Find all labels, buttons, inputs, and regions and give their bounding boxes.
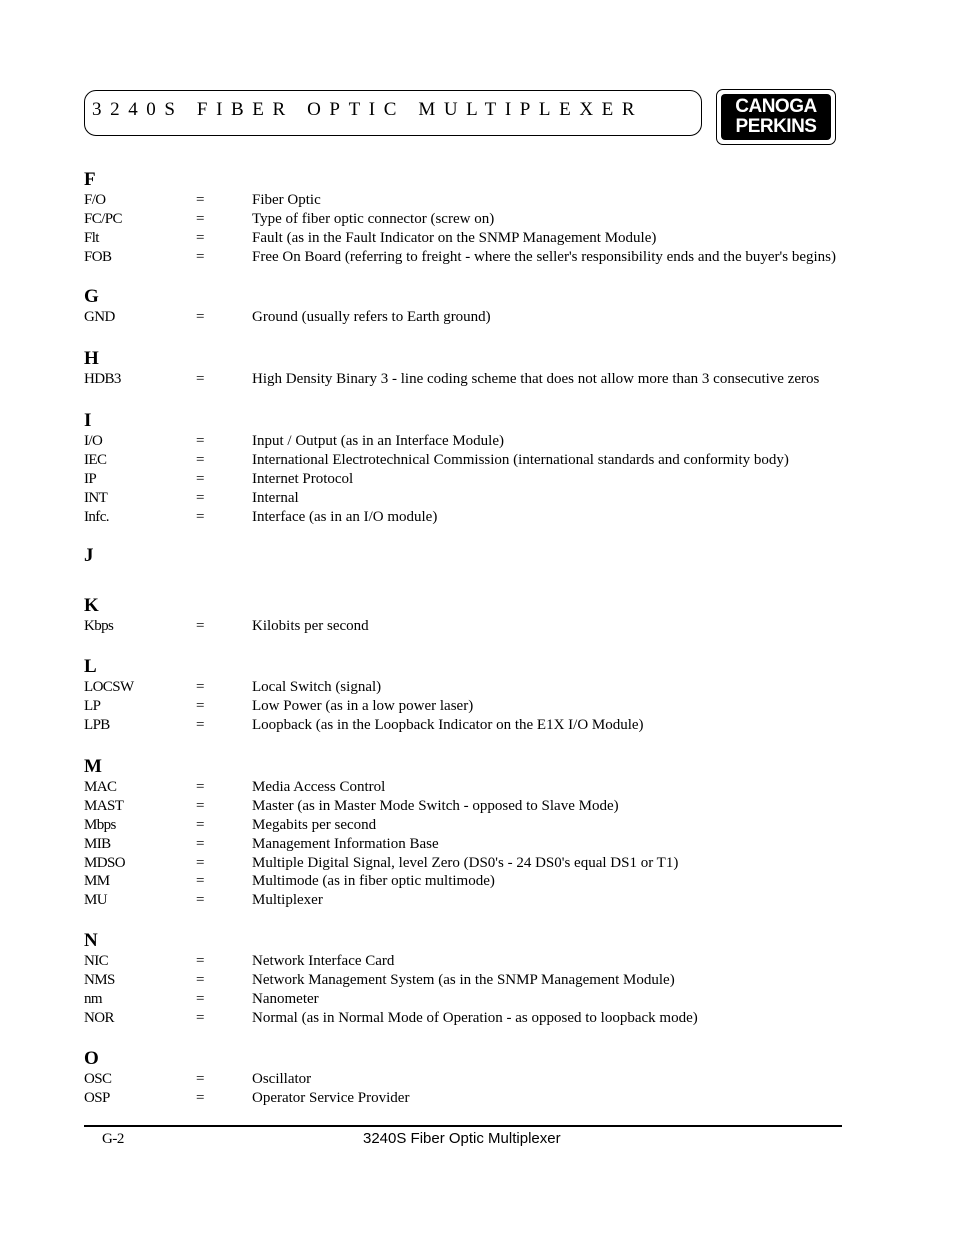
equals-sign: = xyxy=(196,210,205,227)
glossary-term: MDSO xyxy=(84,854,125,871)
glossary-entry xyxy=(84,697,864,716)
section-g xyxy=(84,286,864,327)
glossary-definition: Input / Output (as in an Interface Module) xyxy=(252,433,505,449)
glossary-term: I/O xyxy=(84,433,103,449)
section-o xyxy=(84,1048,864,1108)
glossary-definition: Nanometer xyxy=(252,990,319,1007)
equals-sign: = xyxy=(196,892,205,909)
glossary-entry xyxy=(84,778,864,797)
logo-background xyxy=(721,94,831,140)
glossary-definition: Management Information Base xyxy=(252,835,439,852)
section-j xyxy=(84,545,864,567)
glossary-term: MU xyxy=(84,892,107,909)
logo-line-canoga: CANOGA xyxy=(735,96,817,117)
glossary-entry xyxy=(84,451,864,470)
glossary-definition: Internal xyxy=(252,489,299,506)
glossary-term: IP xyxy=(84,470,97,487)
section-m xyxy=(84,756,864,910)
section-letter: H xyxy=(84,348,99,369)
glossary-term: MAC xyxy=(84,779,117,795)
glossary-term: FOB xyxy=(84,248,112,265)
equals-sign: = xyxy=(196,309,205,325)
glossary-entry xyxy=(84,990,864,1009)
glossary-definition: Megabits per second xyxy=(252,816,377,833)
equals-sign: = xyxy=(196,192,205,208)
glossary-entry xyxy=(84,678,864,697)
glossary-term: Mbps xyxy=(84,816,116,833)
glossary-entry xyxy=(84,1009,864,1028)
equals-sign: = xyxy=(196,697,205,714)
glossary-entry xyxy=(84,508,864,527)
equals-sign: = xyxy=(196,618,205,634)
equals-sign: = xyxy=(196,508,205,525)
glossary-entry xyxy=(84,797,864,816)
glossary-definition: Master (as in Master Mode Switch - opposed to Slave Mode) xyxy=(252,797,619,814)
footer-title: 3240S Fiber Optic Multiplexer xyxy=(363,1130,561,1147)
section-letter: M xyxy=(84,756,102,777)
glossary-term: IEC xyxy=(84,451,107,468)
glossary-entry xyxy=(84,971,864,990)
equals-sign: = xyxy=(196,1071,205,1087)
glossary-definition: Local Switch (signal) xyxy=(252,679,382,695)
section-h xyxy=(84,348,864,389)
glossary-term: nm xyxy=(84,990,102,1007)
glossary-entry xyxy=(84,716,864,735)
glossary-entry xyxy=(84,248,864,267)
glossary-definition: Media Access Control xyxy=(252,779,386,795)
equals-sign: = xyxy=(196,248,205,265)
glossary-definition: Free On Board (referring to freight - where the seller's responsibility ends and the buyer's begins) xyxy=(252,248,836,265)
glossary-entry xyxy=(84,210,864,229)
glossary-entry xyxy=(84,617,864,636)
glossary-definition: Internet Protocol xyxy=(252,470,354,487)
glossary-definition: Low Power (as in a low power laser) xyxy=(252,697,474,714)
section-letter: F xyxy=(84,169,96,190)
equals-sign: = xyxy=(196,371,205,387)
glossary-entry xyxy=(84,872,864,891)
glossary-term: NOR xyxy=(84,1009,114,1026)
equals-sign: = xyxy=(196,229,205,246)
equals-sign: = xyxy=(196,779,205,795)
section-letter: J xyxy=(84,545,94,566)
glossary-term: F/O xyxy=(84,192,106,208)
equals-sign: = xyxy=(196,470,205,487)
glossary-term: LOCSW xyxy=(84,679,134,695)
section-letter: K xyxy=(84,595,99,616)
glossary-definition: Network Management System (as in the SNMP Management Module) xyxy=(252,971,675,988)
glossary-definition: Kilobits per second xyxy=(252,618,369,634)
section-letter: O xyxy=(84,1048,99,1069)
equals-sign: = xyxy=(196,716,205,733)
section-f xyxy=(84,169,864,267)
section-l xyxy=(84,656,864,735)
equals-sign: = xyxy=(196,489,205,506)
glossary-definition: International Electrotechnical Commission (international standards and conformity body) xyxy=(252,451,789,468)
glossary-term: FC/PC xyxy=(84,210,122,227)
glossary-term: INT xyxy=(84,489,108,506)
equals-sign: = xyxy=(196,854,205,871)
glossary-term: Kbps xyxy=(84,618,114,634)
glossary-definition: Fault (as in the Fault Indicator on the SNMP Management Module) xyxy=(252,229,657,246)
equals-sign: = xyxy=(196,679,205,695)
glossary-definition: Multiplexer xyxy=(252,892,323,909)
section-k xyxy=(84,595,864,636)
glossary-term: NIC xyxy=(84,953,109,969)
glossary-definition: Fiber Optic xyxy=(252,192,321,208)
canoga-perkins-logo xyxy=(716,89,836,145)
equals-sign: = xyxy=(196,433,205,449)
glossary-entry xyxy=(84,835,864,854)
section-letter: L xyxy=(84,656,97,677)
equals-sign: = xyxy=(196,873,205,890)
equals-sign: = xyxy=(196,1089,205,1106)
glossary-entry xyxy=(84,308,864,327)
glossary-definition: Operator Service Provider xyxy=(252,1089,410,1106)
glossary-definition: Interface (as in an I/O module) xyxy=(252,508,438,525)
section-n xyxy=(84,930,864,1028)
footer-rule xyxy=(84,1125,842,1127)
section-letter: N xyxy=(84,930,98,951)
section-letter: G xyxy=(84,286,99,307)
glossary-entry xyxy=(84,229,864,248)
glossary-term: MAST xyxy=(84,797,124,814)
equals-sign: = xyxy=(196,451,205,468)
glossary-term: MIB xyxy=(84,835,111,852)
equals-sign: = xyxy=(196,797,205,814)
equals-sign: = xyxy=(196,835,205,852)
glossary-entry xyxy=(84,489,864,508)
glossary-definition: Multiple Digital Signal, level Zero (DS0's - 24 DS0's equal DS1 or T1) xyxy=(252,854,679,871)
glossary-term: NMS xyxy=(84,971,115,988)
glossary-term: OSP xyxy=(84,1089,110,1106)
glossary-entry xyxy=(84,952,864,971)
glossary-definition: Type of fiber optic connector (screw on) xyxy=(252,210,495,227)
glossary-entry xyxy=(84,1089,864,1108)
glossary-definition: Network Interface Card xyxy=(252,953,395,969)
glossary-term: GND xyxy=(84,309,115,325)
glossary-definition: Normal (as in Normal Mode of Operation - as opposed to loopback mode) xyxy=(252,1009,698,1026)
equals-sign: = xyxy=(196,990,205,1007)
glossary-entry xyxy=(84,891,864,910)
glossary-term: Flt xyxy=(84,229,99,246)
glossary-term: Infc. xyxy=(84,508,109,525)
glossary-term: LP xyxy=(84,697,101,714)
equals-sign: = xyxy=(196,953,205,969)
glossary-entry xyxy=(84,432,864,451)
glossary-entry xyxy=(84,854,864,873)
equals-sign: = xyxy=(196,816,205,833)
glossary-definition: Oscillator xyxy=(252,1071,312,1087)
header-title: 3240S FIBER OPTIC MULTIPLEXER xyxy=(92,99,644,120)
page-number: G-2 xyxy=(102,1131,124,1147)
glossary-definition: Ground (usually refers to Earth ground) xyxy=(252,309,491,325)
equals-sign: = xyxy=(196,971,205,988)
glossary-term: MM xyxy=(84,873,110,890)
glossary-definition: High Density Binary 3 - line coding scheme that does not allow more than 3 consecutive zeros xyxy=(252,371,820,387)
equals-sign: = xyxy=(196,1009,205,1026)
glossary-entry xyxy=(84,816,864,835)
section-letter: I xyxy=(84,410,92,431)
glossary-entry xyxy=(84,1070,864,1089)
section-i xyxy=(84,410,864,526)
glossary-entry xyxy=(84,470,864,489)
glossary-definition: Loopback (as in the Loopback Indicator on the E1X I/O Module) xyxy=(252,716,644,733)
glossary-entry xyxy=(84,191,864,210)
glossary-term: HDB3 xyxy=(84,371,121,387)
glossary-definition: Multimode (as in fiber optic multimode) xyxy=(252,873,495,890)
glossary-term: OSC xyxy=(84,1071,112,1087)
glossary-entry xyxy=(84,370,864,389)
logo-line-perkins: PERKINS xyxy=(735,116,817,137)
glossary-term: LPB xyxy=(84,716,110,733)
